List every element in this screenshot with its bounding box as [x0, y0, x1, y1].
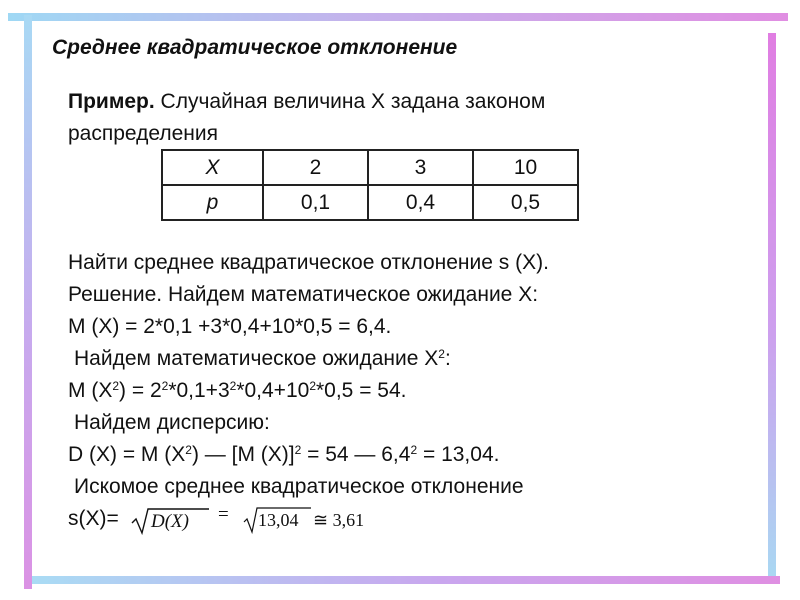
- mx2-rhs: ) = 2: [119, 379, 162, 402]
- d-part-d: = 13,04.: [417, 443, 500, 466]
- sqrt-value-formula: [243, 506, 313, 536]
- mx2-lhs: M (X: [68, 379, 113, 402]
- d-part-a: D (X) = M (X: [68, 443, 186, 466]
- mx2-term-b: *0,4+10: [236, 379, 310, 402]
- mx-line: M (X) = 2*0,1 +3*0,4+10*0,5 = 6,4.: [68, 315, 392, 338]
- d-part-b: ) — [M (X)]: [191, 443, 295, 466]
- sqrt-value-text: 13,04: [258, 510, 299, 530]
- distribution-table: [161, 149, 579, 221]
- mx2-term-a: *0,1+3: [168, 379, 230, 402]
- table-cell: 0,4: [368, 185, 473, 220]
- example-text: Случайная величина X задана законом: [154, 90, 546, 113]
- example-label: Пример.: [68, 90, 155, 113]
- approx-result: ≅ 3,61: [313, 510, 365, 530]
- sqrt-dx-text: D(X): [151, 511, 189, 532]
- frame-bottom-bar: [28, 576, 780, 584]
- slide-title: Среднее квадратическое отклонение: [52, 36, 458, 59]
- table-header-cell: X: [162, 150, 263, 185]
- table-row: [162, 150, 578, 185]
- find-mx2-line: Найдем математическое ожидание $X^2$:: [74, 347, 451, 370]
- table-cell: 0,1: [263, 185, 368, 220]
- frame-right-bar: [768, 33, 776, 579]
- table-cell: 0,5: [473, 185, 578, 220]
- table-cell: 3: [368, 150, 473, 185]
- example-line-1: [68, 89, 545, 115]
- table-row: [162, 185, 578, 220]
- mx2-line: M $(X^2) = 2^2*0,1+3^2*0,4+10^2*0,5 = 54$.: [68, 379, 407, 402]
- task-line: Найти среднее квадратическое отклонение s (X).: [68, 251, 549, 274]
- find-mx2-text: Найдем математическое ожидание X: [74, 347, 439, 370]
- result-line: Искомое среднее квадратическое отклонение: [74, 475, 524, 498]
- table-cell: 2: [263, 150, 368, 185]
- mx2-term-c: *0,5 = 54.: [316, 379, 407, 402]
- d-line: D (X) = M $(X^2)$ — [M (X)]$^2$ = 54 — $6,4^2 = 13,04$.: [68, 443, 500, 466]
- find-d-line: Найдем дисперсию:: [74, 411, 270, 434]
- s-label: s(X)=: [68, 507, 119, 530]
- d-part-c: = 54 — 6,4: [301, 443, 411, 466]
- table-cell: 10: [473, 150, 578, 185]
- solution-line: Решение. Найдем математическое ожидание X:: [68, 283, 539, 306]
- frame-left-bar: [24, 15, 32, 589]
- equals-sign: =: [218, 504, 229, 525]
- frame-top-bar: [8, 13, 788, 21]
- example-line-2: распределения: [68, 122, 218, 145]
- table-header-cell: p: [162, 185, 263, 220]
- sqrt-dx-formula: [131, 506, 211, 536]
